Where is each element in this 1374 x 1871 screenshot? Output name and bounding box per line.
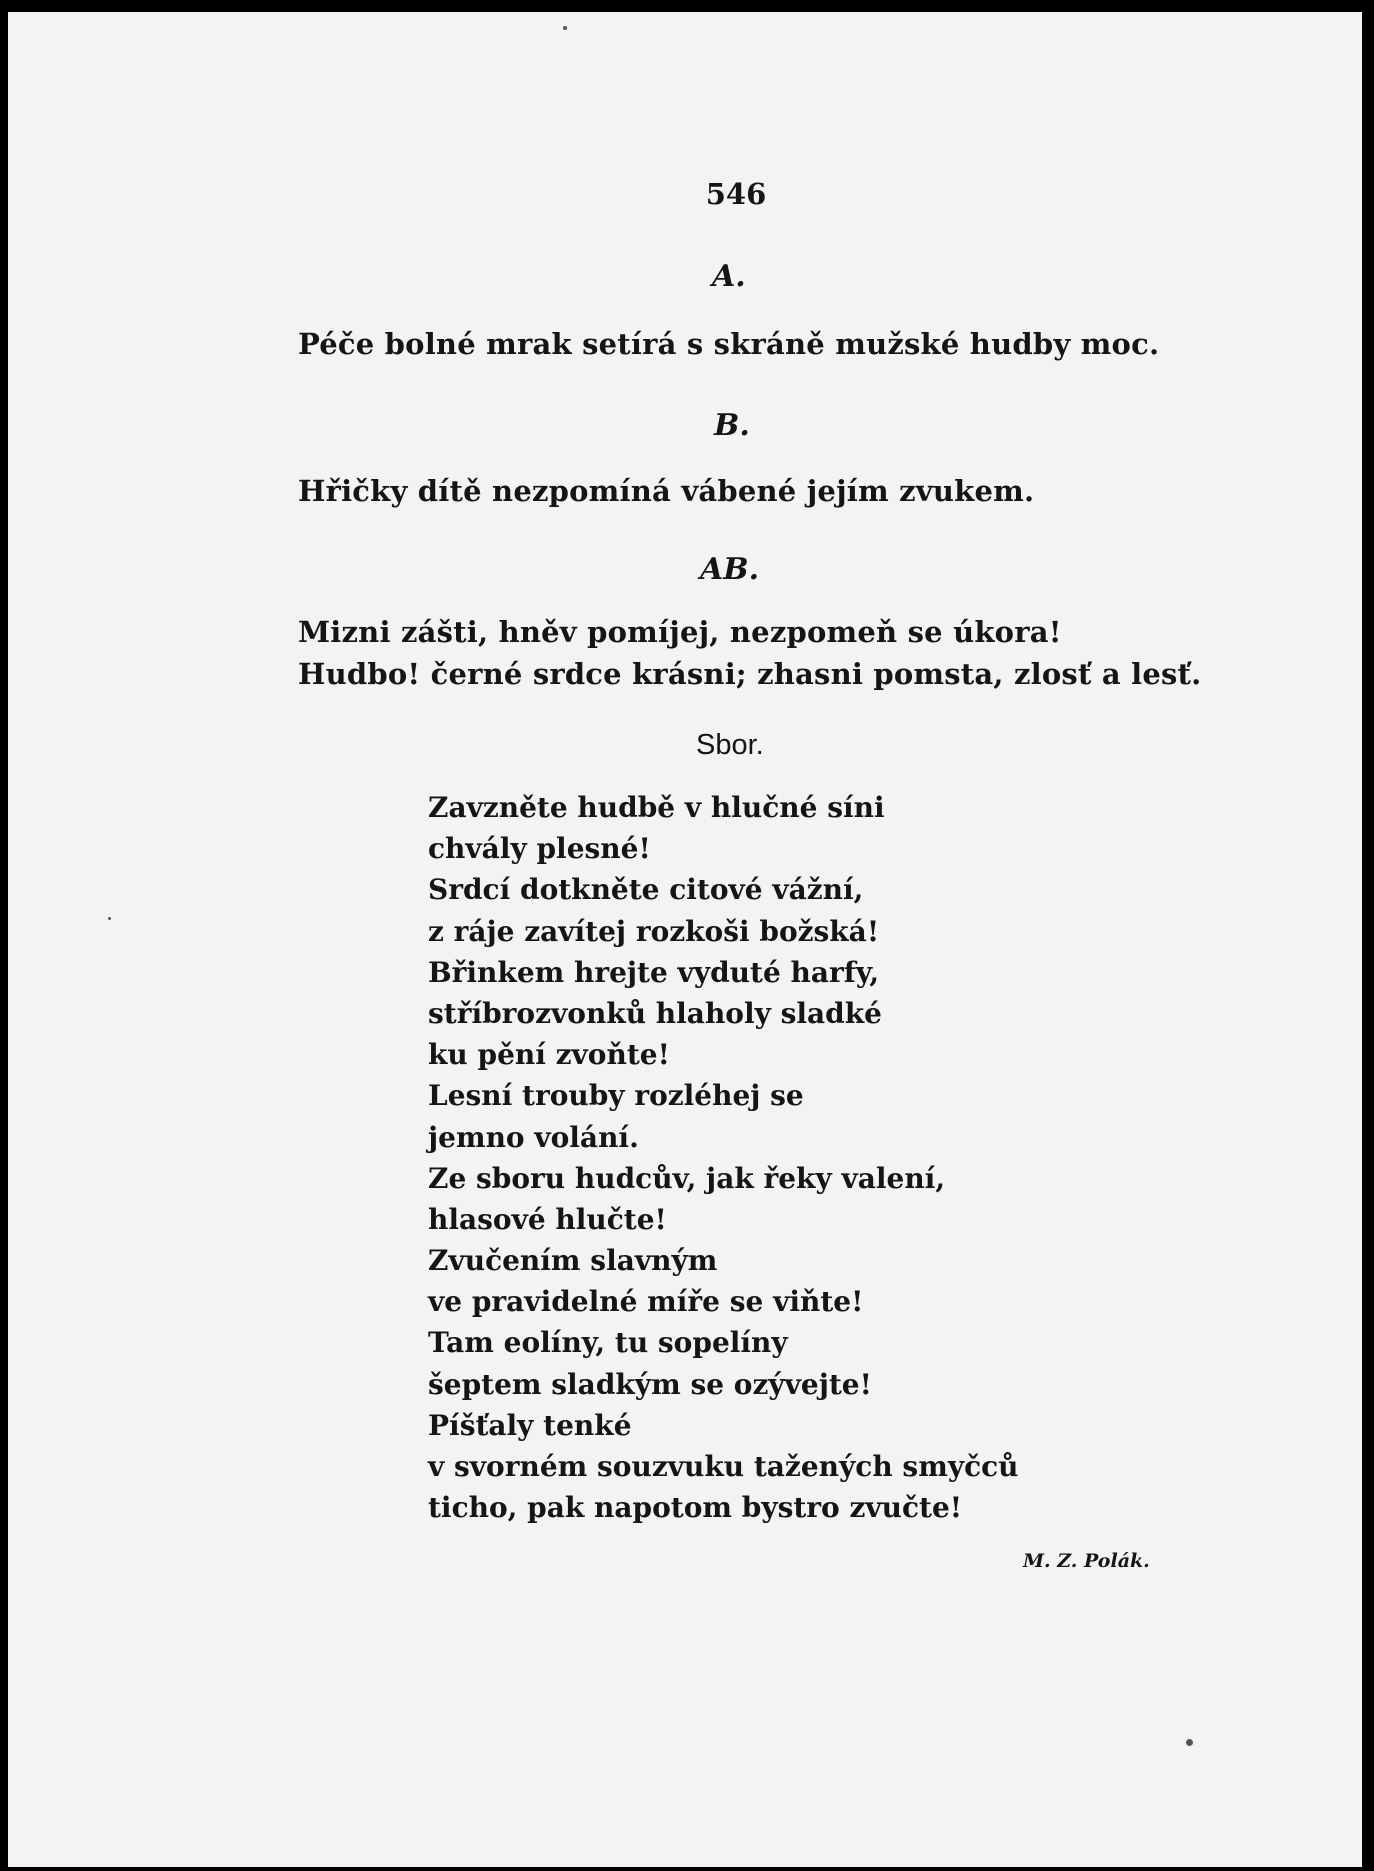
chorus-line: z ráje zavítej rozkoši božská! <box>428 914 880 948</box>
chorus-line: ku pění zvoňte! <box>428 1038 670 1072</box>
chorus-line: šeptem sladkým se ozývejte! <box>428 1367 872 1401</box>
book-page <box>8 12 1362 1867</box>
chorus-line: hlasové hlučte! <box>428 1202 667 1236</box>
chorus-line: Lesní trouby rozléhej se <box>428 1079 804 1113</box>
verse-line-ab-2: Hudbo! černé srdce krásni; zhasni pomsta, zlosť a lesť. <box>298 657 1202 691</box>
section-heading-b: B. <box>714 408 750 443</box>
chorus-verse <box>428 787 1019 1528</box>
chorus-line: ve pravidelné míře se viňte! <box>428 1285 864 1319</box>
chorus-line: stříbrozvonků hlaholy sladké <box>428 996 882 1030</box>
chorus-line: Zavzněte hudbě v hlučné síni <box>428 791 885 824</box>
scan-speck <box>563 26 567 30</box>
chorus-title: Sbor. <box>696 729 764 761</box>
chorus-line: Ze sboru hudcův, jak řeky valení, <box>428 1161 946 1195</box>
chorus-line: Zvučením slavným <box>428 1244 718 1278</box>
section-heading-a: A. <box>712 259 746 294</box>
chorus-line: Píšťaly tenké <box>428 1408 632 1442</box>
chorus-line: Tam eolíny, tu sopelíny <box>428 1326 788 1360</box>
chorus-line: chvály plesné! <box>428 832 651 866</box>
page-number: 546 <box>705 177 767 211</box>
chorus-line: Srdcí dotkněte citové vážní, <box>428 873 864 907</box>
scan-speck <box>1186 1739 1193 1746</box>
chorus-line: v svorném souzvuku tažených smyčců <box>428 1450 1019 1483</box>
chorus-line: Břinkem hrejte vyduté harfy, <box>428 955 880 989</box>
author-signature: M. Z. Polák. <box>1023 1550 1150 1572</box>
chorus-line: ticho, pak napotom bystro zvučte! <box>428 1491 963 1525</box>
verse-line-ab-1: Mizni zášti, hněv pomíjej, nezpomeň se úkora! <box>298 615 1062 649</box>
scan-speck <box>108 917 111 920</box>
verse-line-b: Hřičky dítě nezpomíná vábené jejím zvukem. <box>298 474 1035 508</box>
chorus-line: jemno volání. <box>428 1120 639 1154</box>
section-heading-ab: AB. <box>700 552 760 587</box>
verse-line-a: Péče bolné mrak setírá s skráně mužské hudby moc. <box>298 327 1160 361</box>
